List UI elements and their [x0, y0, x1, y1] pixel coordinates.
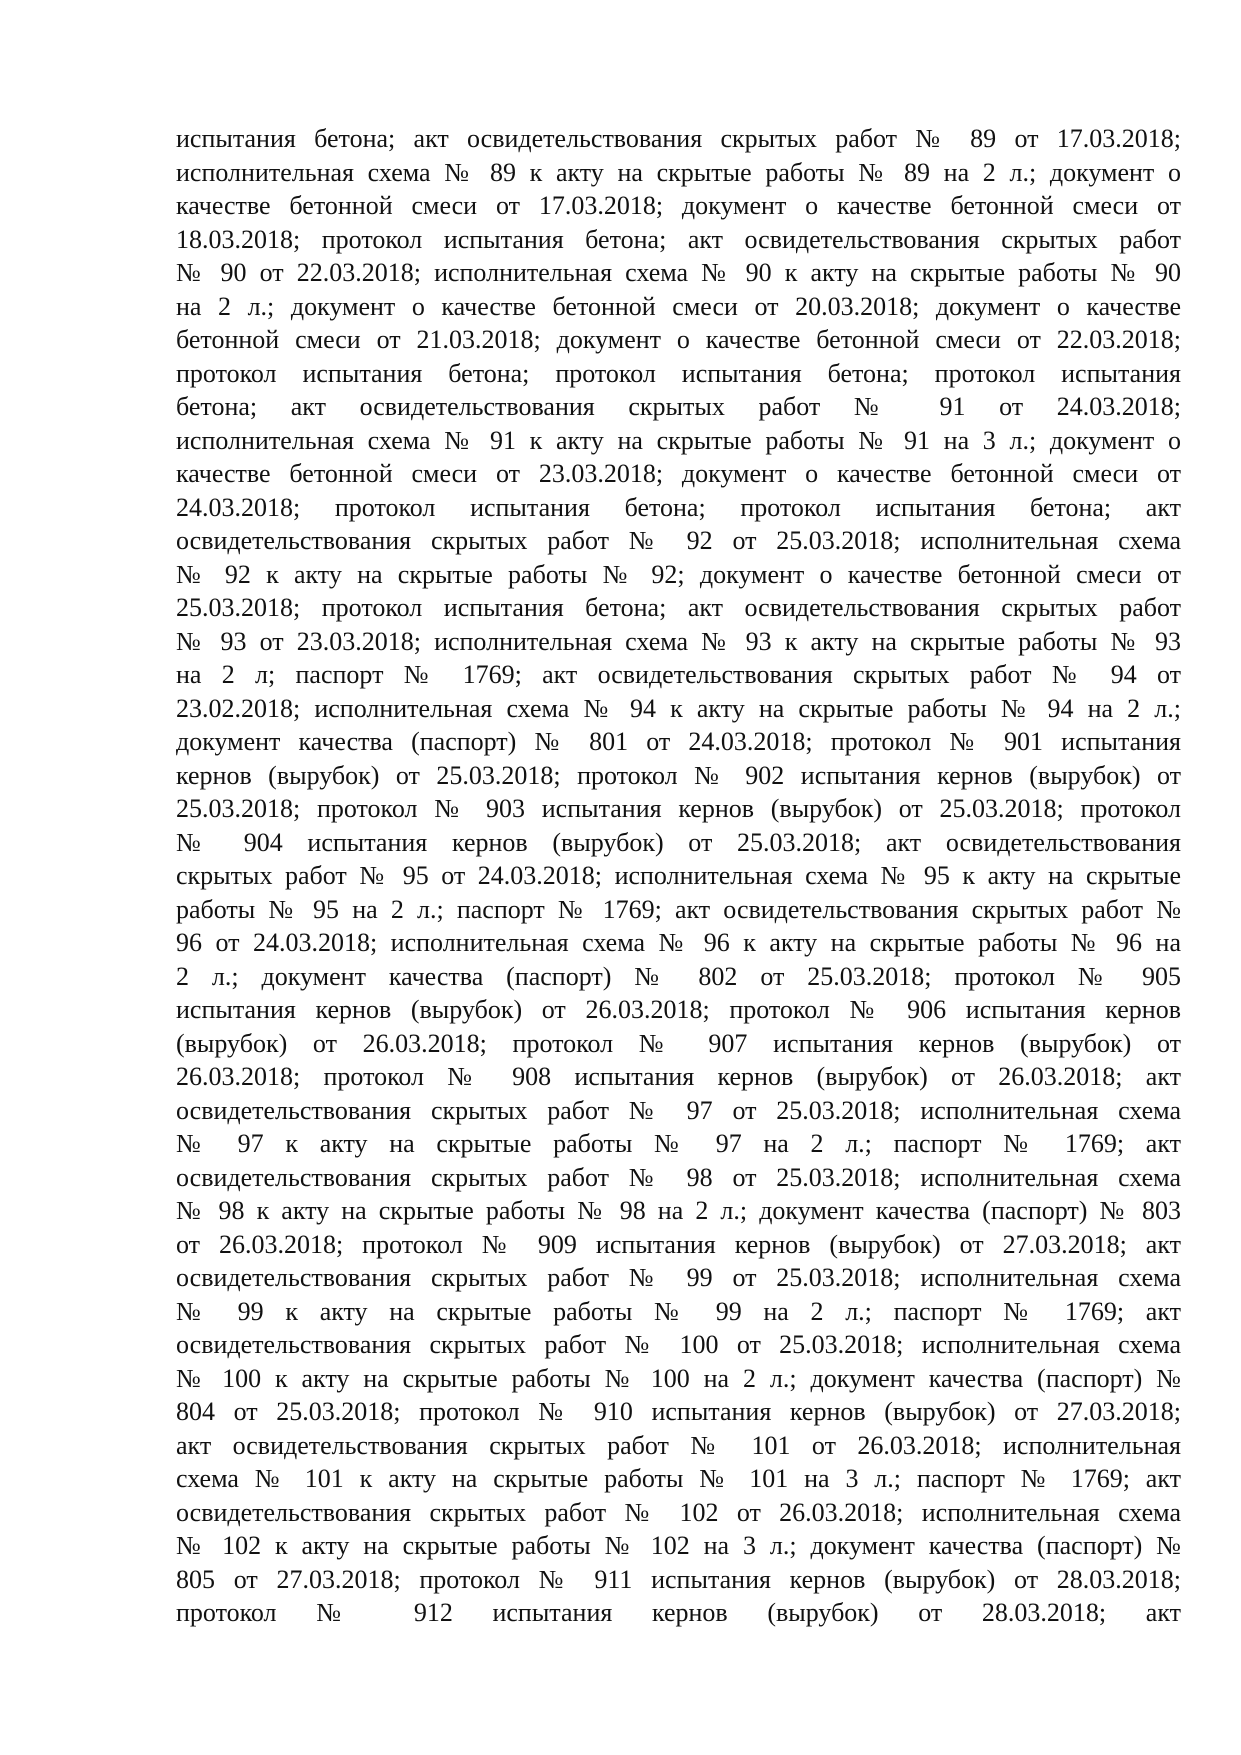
text-line: 23.02.2018; исполнительная схема № 94 к акту на скрытые работы № 94 на 2 л.;	[176, 693, 1181, 723]
text-line: № 97 к акту на скрытые работы № 97 на 2 л.; паспорт № 1769; акт	[176, 1129, 1181, 1158]
text-line: акт освидетельствования скрытых работ № 101 от 26.03.2018; исполнительная	[176, 1430, 1181, 1460]
text-line: 804 от 25.03.2018; протокол № 910 испытания кернов (вырубок) от 27.03.2018;	[176, 1397, 1181, 1426]
text-line: бетона; акт освидетельствования скрытых работ № 91 от 24.03.2018;	[176, 392, 1181, 421]
text-line: исполнительная схема № 89 к акту на скрытые работы № 89 на 2 л.; документ о	[176, 157, 1181, 187]
text-line: 26.03.2018; протокол № 908 испытания кернов (вырубок) от 26.03.2018; акт	[176, 1062, 1181, 1091]
text-line: документ качества (паспорт) № 801 от 24.03.2018; протокол № 901 испытания	[176, 727, 1181, 756]
text-line: качестве бетонной смеси от 17.03.2018; документ о качестве бетонной смеси от	[176, 191, 1181, 220]
text-line: освидетельствования скрытых работ № 100 от 25.03.2018; исполнительная схема	[176, 1330, 1181, 1359]
text-line: от 26.03.2018; протокол № 909 испытания кернов (вырубок) от 27.03.2018; акт	[176, 1229, 1181, 1259]
text-line: 805 от 27.03.2018; протокол № 911 испытания кернов (вырубок) от 28.03.2018;	[176, 1564, 1181, 1594]
text-line: бетонной смеси от 21.03.2018; документ о качестве бетонной смеси от 22.03.2018;	[176, 325, 1181, 354]
text-line: испытания бетона; акт освидетельствования скрытых работ № 89 от 17.03.2018;	[176, 124, 1181, 153]
text-line: 24.03.2018; протокол испытания бетона; протокол испытания бетона; акт	[176, 492, 1181, 522]
text-line: № 90 от 22.03.2018; исполнительная схема № 90 к акту на скрытые работы № 90	[176, 258, 1181, 287]
text-line: освидетельствования скрытых работ № 97 от 25.03.2018; исполнительная схема	[176, 1095, 1181, 1125]
text-line: освидетельствования скрытых работ № 99 от 25.03.2018; исполнительная схема	[176, 1263, 1181, 1292]
text-line: № 904 испытания кернов (вырубок) от 25.03.2018; акт освидетельствования	[176, 827, 1181, 857]
text-line: скрытых работ № 95 от 24.03.2018; исполнительная схема № 95 к акту на скрытые	[176, 861, 1181, 890]
text-line: на 2 л.; документ о качестве бетонной смеси от 20.03.2018; документ о качестве	[176, 291, 1181, 321]
text-line: № 93 от 23.03.2018; исполнительная схема № 93 к акту на скрытые работы № 93	[176, 626, 1181, 656]
text-line: № 92 к акту на скрытые работы № 92; документ о качестве бетонной смеси от	[176, 559, 1181, 589]
body-text	[176, 122, 1181, 1630]
text-line: 96 от 24.03.2018; исполнительная схема № 96 к акту на скрытые работы № 96 на	[176, 928, 1181, 957]
text-line: кернов (вырубок) от 25.03.2018; протокол № 902 испытания кернов (вырубок) от	[176, 760, 1181, 790]
text-line: схема № 101 к акту на скрытые работы № 101 на 3 л.; паспорт № 1769; акт	[176, 1464, 1181, 1493]
text-line: 18.03.2018; протокол испытания бетона; акт освидетельствования скрытых работ	[176, 224, 1181, 254]
text-line: 25.03.2018; протокол испытания бетона; акт освидетельствования скрытых работ	[176, 593, 1181, 622]
text-line: освидетельствования скрытых работ № 98 от 25.03.2018; исполнительная схема	[176, 1162, 1181, 1192]
text-line: освидетельствования скрытых работ № 92 от 25.03.2018; исполнительная схема	[176, 526, 1181, 555]
text-line: на 2 л; паспорт № 1769; акт освидетельствования скрытых работ № 94 от	[176, 660, 1181, 689]
text-line: 2 л.; документ качества (паспорт) № 802 от 25.03.2018; протокол № 905	[176, 961, 1181, 991]
text-line: № 99 к акту на скрытые работы № 99 на 2 л.; паспорт № 1769; акт	[176, 1296, 1181, 1326]
text-line: испытания кернов (вырубок) от 26.03.2018; протокол № 906 испытания кернов	[176, 995, 1181, 1024]
text-line: протокол испытания бетона; протокол испытания бетона; протокол испытания	[176, 358, 1181, 388]
text-line: освидетельствования скрытых работ № 102 от 26.03.2018; исполнительная схема	[176, 1497, 1181, 1527]
text-line: № 102 к акту на скрытые работы № 102 на 3 л.; документ качества (паспорт) №	[176, 1531, 1181, 1560]
text-line: № 100 к акту на скрытые работы № 100 на 2 л.; документ качества (паспорт) №	[176, 1363, 1181, 1393]
text-line: исполнительная схема № 91 к акту на скрытые работы № 91 на 3 л.; документ о	[176, 425, 1181, 455]
text-line: (вырубок) от 26.03.2018; протокол № 907 испытания кернов (вырубок) от	[176, 1028, 1181, 1058]
text-line: протокол № 912 испытания кернов (вырубок) от 28.03.2018; акт	[176, 1598, 1181, 1627]
text-line: № 98 к акту на скрытые работы № 98 на 2 л.; документ качества (паспорт) № 803	[176, 1196, 1181, 1225]
text-line: работы № 95 на 2 л.; паспорт № 1769; акт освидетельствования скрытых работ №	[176, 894, 1181, 924]
text-line: 25.03.2018; протокол № 903 испытания кернов (вырубок) от 25.03.2018; протокол	[176, 794, 1181, 823]
text-line: качестве бетонной смеси от 23.03.2018; документ о качестве бетонной смеси от	[176, 459, 1181, 488]
